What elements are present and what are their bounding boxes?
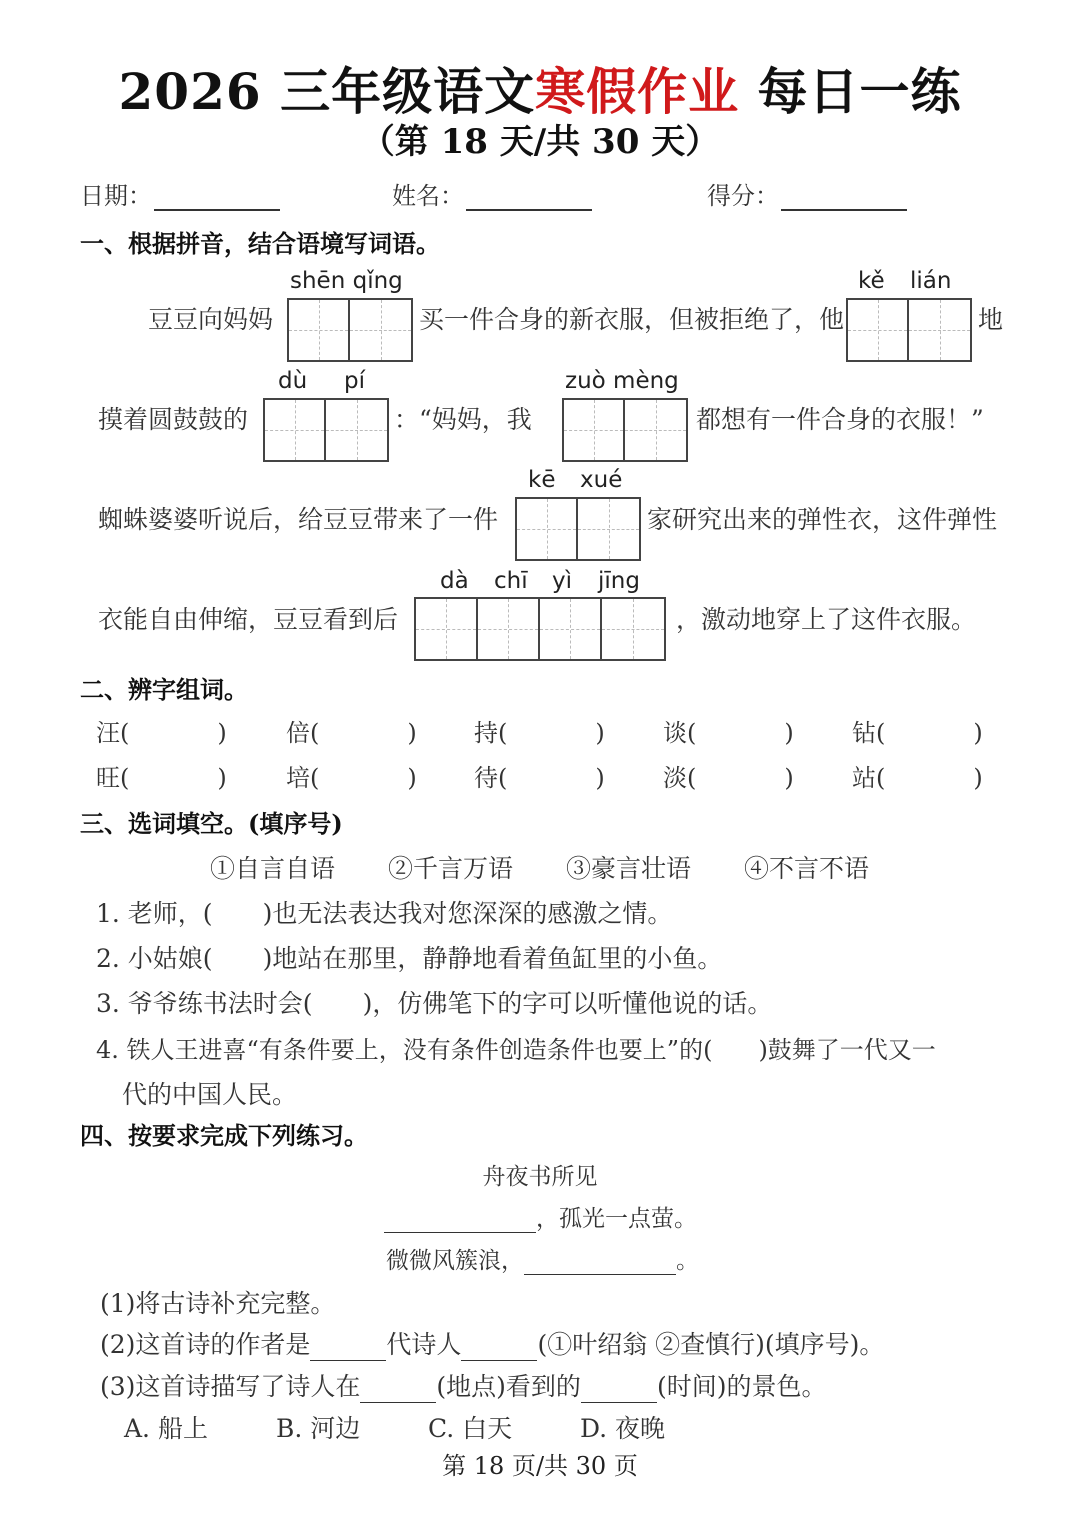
question-2[interactable]: 2. 小姑娘( )地站在那里，静静地看着鱼缸里的小鱼。 [96,944,723,973]
tianzige-kexue[interactable] [515,497,641,561]
date-blank[interactable] [154,185,280,211]
char-item[interactable]: 谈( ) [663,719,794,747]
tianzige-kelian[interactable] [846,298,972,362]
pinyin-yi: yì [552,568,573,594]
s1-text-2a: 摸着圆鼓鼓的 [98,405,249,434]
tianzige-shenqing[interactable] [287,298,413,362]
date-label: 日期： [80,182,152,210]
poem-blank-2[interactable] [524,1252,676,1275]
poem-blank-1[interactable] [384,1210,536,1233]
option-4: ④不言不语 [744,854,870,883]
option-2: ②千言万语 [388,854,514,883]
char-item[interactable]: 培( ) [286,764,417,792]
question-4[interactable]: 4. 铁人王进喜“有条件要上，没有条件创造条件也要上”的( )鼓舞了一代又一 [96,1036,936,1064]
s1-text-1b: 买一件合身的新衣服，但被拒绝了，他 [419,305,845,334]
pinyin-shenqing: shēn qǐng [290,268,403,294]
s1-text-2c: 都想有一件合身的衣服！” [696,405,984,434]
question-4-cont: 代的中国人民。 [122,1080,298,1109]
choice-c: C. 白天 [428,1414,513,1443]
tianzige-zuomeng[interactable] [562,398,688,462]
question-1[interactable]: 1. 老师，( )也无法表达我对您深深的感激之情。 [96,899,673,928]
char-item[interactable]: 淡( ) [663,764,794,792]
char-item[interactable]: 待( ) [474,764,605,792]
s1-text-1a: 豆豆向妈妈 [148,305,274,334]
page-subtitle: （第 18 天/共 30 天） [360,122,720,162]
option-3: ③豪言壮语 [566,854,692,883]
char-item[interactable]: 汪( ) [96,719,227,747]
s1-text-4a: 衣能自由伸缩，豆豆看到后 [98,605,399,634]
score-field[interactable] [707,176,907,211]
name-blank[interactable] [466,185,592,211]
section4-heading: 四、按要求完成下列练习。 [80,1121,368,1150]
s1-text-3a: 蜘蛛婆婆听说后，给豆豆带来了一件 [98,505,499,534]
s1-text-2b: ：“妈妈，我 [394,405,532,434]
choice-b: B. 河边 [276,1414,361,1443]
s4-q3[interactable]: (3)这首诗描写了诗人在 (地点)看到的 (时间)的景色。 [100,1372,827,1401]
s4-q2[interactable]: (2)这首诗的作者是 代诗人 (①叶绍翁 ②查慎行)(填序号)。 [100,1330,885,1359]
tianzige-dachiyijing[interactable] [414,597,666,661]
section1-heading: 一、根据拼音，结合语境写词语。 [80,229,440,258]
char-item[interactable]: 站( ) [852,764,983,792]
choice-a: A. 船上 [124,1414,208,1443]
name-label: 姓名： [392,182,464,210]
s1-text-3b: 家研究出来的弹性衣，这件弹性 [647,505,998,534]
section2-heading: 二、辨字组词。 [80,675,248,704]
pinyin-pi: pí [344,368,365,394]
section3-heading: 三、选词填空。(填序号) [80,809,343,838]
pinyin-jing: jīng [598,568,640,594]
poem-line-2[interactable]: 微微风簇浪， 。 [386,1248,699,1274]
s4-q1: (1)将古诗补充完整。 [100,1289,336,1318]
place-blank[interactable] [360,1380,436,1403]
s1-text-4b: ，激动地穿上了这件衣服。 [676,605,977,634]
title-prefix: 2026 三年级语文 [118,62,536,121]
score-blank[interactable] [781,185,907,211]
char-item[interactable]: 倍( ) [286,719,417,747]
choice-d: D. 夜晚 [580,1414,666,1443]
date-field[interactable] [80,176,280,211]
pinyin-lian: lián [910,268,952,294]
question-3[interactable]: 3. 爷爷练书法时会( )，仿佛笔下的字可以听懂他说的话。 [96,989,773,1018]
name-field[interactable] [392,176,592,211]
poet-blank[interactable] [461,1338,537,1361]
char-item[interactable]: 旺( ) [96,764,227,792]
time-blank[interactable] [581,1380,657,1403]
pinyin-xue: xué [580,467,623,493]
title-suffix: 每日一练 [739,62,962,121]
dynasty-blank[interactable] [310,1338,386,1361]
pinyin-da: dà [440,568,469,594]
pinyin-chi: chī [494,568,528,594]
char-item[interactable]: 持( ) [474,719,605,747]
pinyin-du: dù [278,368,308,394]
tianzige-dupi[interactable] [263,398,389,462]
poem-title: 舟夜书所见 [482,1164,598,1190]
pinyin-zuomeng: zuò mèng [565,368,679,394]
pinyin-ke2: kē [528,467,556,493]
char-item[interactable]: 钻( ) [852,719,983,747]
pinyin-ke: kě [858,268,885,294]
poem-line-1[interactable]: ，孤光一点萤。 [384,1200,697,1233]
s1-text-1c: 地 [978,305,1004,334]
page-number: 第 18 页/共 30 页 [442,1452,638,1480]
title-highlight: 寒假作业 [535,62,740,121]
score-label: 得分： [707,182,779,210]
option-1: ①自言自语 [210,854,336,883]
